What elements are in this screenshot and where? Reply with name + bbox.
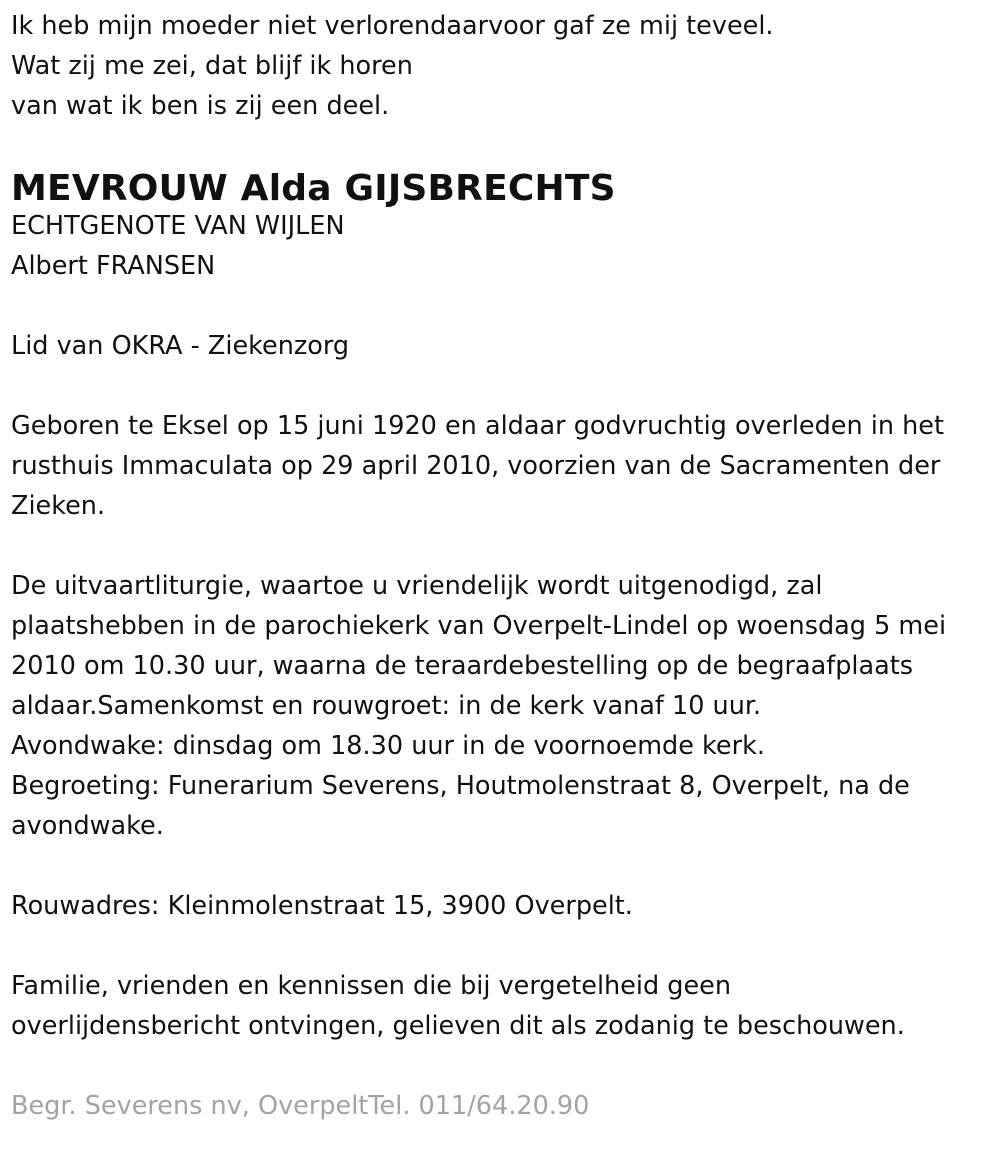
funeral-line: plaatshebben in de parochiekerk van Overpelt-Lindel op woensdag 5 mei: [11, 611, 947, 641]
funeral-home-footer: Begr. Severens nv, OverpeltTel. 011/64.20.90: [11, 1091, 590, 1121]
deceased-name: MEVROUW Alda GIJSBRECHTS: [11, 168, 616, 209]
birth-death-line: rusthuis Immaculata op 29 april 2010, voorzien van de Sacramenten der: [11, 451, 941, 481]
family-note-line: Familie, vrienden en kennissen die bij vergetelheid geen: [11, 971, 731, 1001]
funeral-line: aldaar.Samenkomst en rouwgroet: in de kerk vanaf 10 uur.: [11, 691, 762, 721]
family-note: [11, 966, 1000, 1046]
poem-line: van wat ik ben is zij een deel.: [11, 91, 390, 121]
birth-death-line: Geboren te Eksel op 15 juni 1920 en aldaar godvruchtig overleden in het: [11, 411, 944, 441]
poem-line: Wat zij me zei, dat blijf ik horen: [11, 51, 413, 81]
funeral-line: Begroeting: Funerarium Severens, Houtmolenstraat 8, Overpelt, na de: [11, 771, 910, 801]
funeral-line: De uitvaartliturgie, waartoe u vriendelijk wordt uitgenodigd, zal: [11, 571, 823, 601]
poem-line: Ik heb mijn moeder niet verlorendaarvoor gaf ze mij teveel.: [11, 11, 774, 41]
funeral-line: 2010 om 10.30 uur, waarna de teraardebestelling op de begraafplaats: [11, 651, 914, 681]
birth-death-line: Zieken.: [11, 491, 106, 521]
family-note-line: overlijdensbericht ontvingen, gelieven dit als zodanig te beschouwen.: [11, 1011, 905, 1041]
mourning-address: Rouwadres: Kleinmolenstraat 15, 3900 Overpelt.: [11, 891, 633, 921]
membership: Lid van OKRA - Ziekenzorg: [11, 331, 350, 361]
spouse-block: [11, 206, 1000, 286]
funeral-line: Avondwake: dinsdag om 18.30 uur in de voornoemde kerk.: [11, 731, 765, 761]
poem: [11, 6, 1000, 126]
birth-death-paragraph: [11, 406, 1000, 526]
funeral-line: avondwake.: [11, 811, 164, 841]
funeral-paragraph: [11, 566, 1000, 846]
spouse-name: Albert FRANSEN: [11, 251, 216, 281]
spouse-label: ECHTGENOTE VAN WIJLEN: [11, 211, 345, 241]
